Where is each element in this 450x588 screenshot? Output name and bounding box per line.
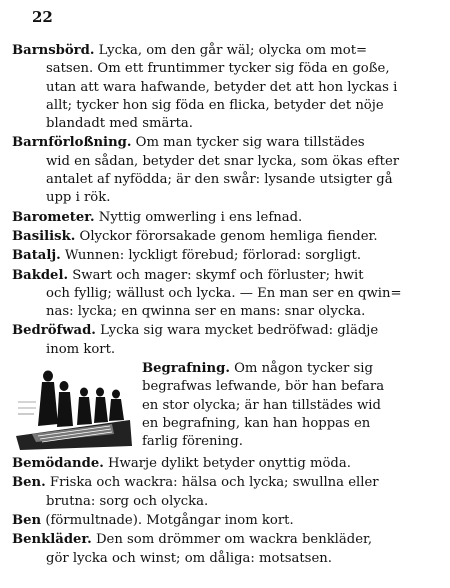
headword: Basilisk. (12, 228, 76, 244)
entry-barnsbord (12, 42, 444, 133)
headword: Begrafning. (142, 361, 230, 377)
entry-benklader (12, 531, 444, 568)
entry-ben (12, 474, 444, 511)
entry-text: Nyttig omwerling i ens lefnad. (98, 209, 303, 225)
headword: Bakdel. (12, 267, 69, 283)
headword: Benkläder. (12, 532, 92, 548)
entry-text: Lycka, om den går wäl; olycka om mot= (98, 43, 368, 58)
entry-text: Den som drömmer om wackra benkläder, (95, 532, 373, 548)
entry-text: Wunnen: lyckligt förebud; förlorad: sorgligt. (64, 248, 362, 264)
entry-text: utan att wara hafwande, betyder det att hon lyckas i (46, 79, 398, 95)
page-number: 22 (32, 8, 53, 26)
headword: Ben (12, 512, 42, 528)
headword: Barometer. (12, 209, 95, 225)
entry-text: inom kort. (46, 341, 116, 357)
headword: Bemödande. (12, 456, 104, 472)
entry-text: brutna: sorg och olycka. (46, 493, 209, 509)
entry-text: gör lycka och winst; om dåliga: motsatsen. (46, 550, 332, 566)
entry-text: farlig förening. (142, 434, 243, 450)
entry-text: och fyllig; wällust och lycka. — En man ser en qwin= (46, 285, 402, 301)
entry-text: satsen. Om ett fruntimmer tycker sig föda en goße, (46, 61, 390, 77)
headword: Ben. (12, 475, 46, 491)
entry-text: en stor olycka; är han tillstädes wid (142, 397, 381, 413)
entry-text: Om någon tycker sig (234, 361, 373, 377)
entry-basilisk (12, 228, 444, 246)
headword: Batalj. (12, 248, 61, 264)
entry-barnforlossning (12, 134, 444, 207)
entry-text: antalet af nyfödda; är den swår: lysande utsigter gå (46, 172, 393, 188)
entry-barometer (12, 209, 444, 227)
entry-text: nas: lycka; en qwinna ser en mans: snar olycka. (46, 304, 366, 320)
entry-bakdel (12, 267, 444, 322)
entry-bemodande (12, 455, 444, 473)
entry-bedrofwad (12, 322, 444, 359)
entry-text: blandadt med smärta. (46, 116, 193, 132)
entry-batalj (12, 247, 444, 265)
headword: Barnsbörd. (12, 43, 95, 58)
burial-illustration (12, 362, 134, 452)
burial-woodcut-icon (12, 362, 134, 452)
entry-text: Olyckor förorsakade genom hemliga fiender. (79, 228, 378, 244)
headword: Bedröfwad. (12, 323, 96, 339)
entry-text: Hwarje dylikt betyder onyttig möda. (108, 456, 351, 472)
headword: Barnförloßning. (12, 135, 132, 151)
entry-text: Om man tycker sig wara tillstädes (135, 135, 365, 151)
entry-text: begrafwas lefwande, bör han befara (142, 379, 385, 395)
dictionary-entries (12, 42, 444, 569)
entry-text: (förmultnade). Motgångar inom kort. (45, 512, 294, 528)
entry-text: Friska och wackra: hälsa och lycka; swullna eller (49, 475, 379, 491)
entry-ben-formultnade (12, 512, 444, 530)
entry-text: upp i rök. (46, 190, 111, 206)
entry-begrafning (12, 360, 444, 454)
entry-text: Lycka sig wara mycket bedröfwad: glädje (100, 323, 379, 339)
entry-text: en begrafning, kan han hoppas en (142, 415, 371, 431)
entry-text: allt; tycker hon sig föda en flicka, betyder det nöje (46, 97, 384, 113)
entry-text: Swart och mager: skymf och förluster; hwit (72, 267, 364, 283)
entry-text: wid en sådan, betyder det snar lycka, som ökas efter (46, 153, 400, 169)
